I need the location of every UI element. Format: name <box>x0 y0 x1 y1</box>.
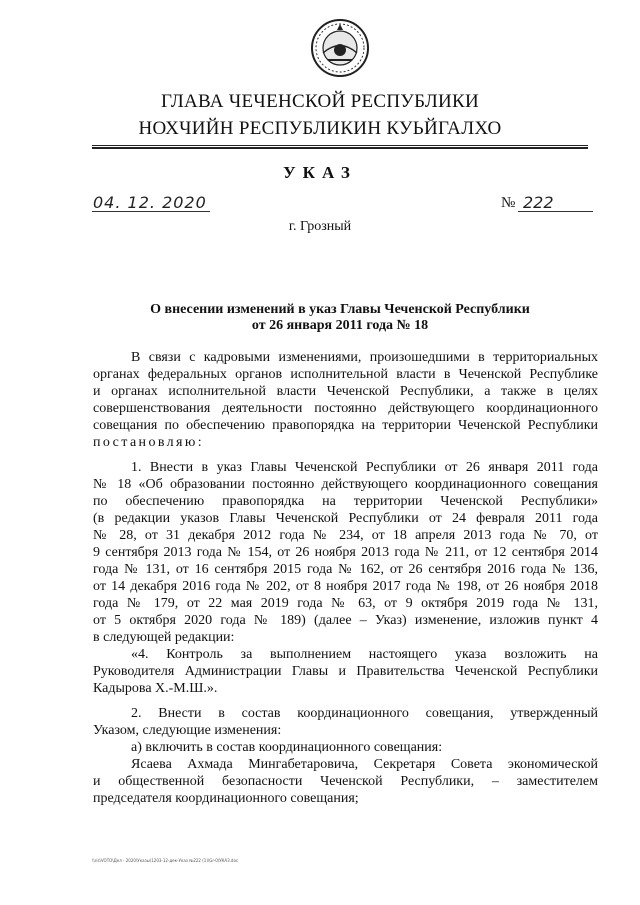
body-line: и органах исполнительной власти Чеченской Республики, а также в целях <box>93 384 598 399</box>
date-underline <box>92 211 210 212</box>
body-line: по обеспечению правопорядка на территории Чеченской Республики» <box>93 494 598 509</box>
subject-line-2: от 26 января 2011 года № 18 <box>251 318 429 333</box>
body-line: № 18 «Об образовании постоянно действующего координационного совещания <box>93 477 598 492</box>
body-line: В связи с кадровыми изменениями, произошедшими в территориальных <box>131 350 598 365</box>
document-type-title: УКАЗ <box>283 163 357 182</box>
body-line-decree-verb: постановляю: <box>93 435 205 450</box>
header-divider-double <box>92 147 588 149</box>
body-line: 1. Внести в указ Главы Чеченской Республики от 26 января 2011 года <box>131 460 598 475</box>
body-line: совершенствования деятельности постоянно действующего координационного <box>93 401 598 416</box>
document-date: 04. 12. 2020 <box>93 193 207 212</box>
body-line: и общественной безопасности Чеченской Республики, – заместителем <box>93 774 598 789</box>
body-line: Указом, следующие изменения: <box>93 723 282 738</box>
document-subject <box>100 302 580 334</box>
subject-line-1: О внесении изменений в указ Главы Чеченской Республики <box>150 302 530 317</box>
body-line: председателя координационного совещания; <box>93 791 359 806</box>
issuer-title-ce: НОХЧИЙН РЕСПУБЛИКИН КУЬЙГАЛХО <box>138 118 502 139</box>
body-line: Ясаева Ахмада Мингабетаровича, Секретаря Совета экономической <box>131 757 598 772</box>
body-line: органах федеральных органов исполнительной власти в Чеченской Республике <box>93 367 598 382</box>
body-line: от 14 декабря 2016 года № 202, от 8 ноября 2017 года № 198, от 26 ноября 2018 <box>93 579 598 594</box>
body-line: от 5 октября 2020 года № 189) (далее – Указ) изменение, изложив пункт 4 <box>93 613 598 628</box>
body-line: Руководителя Администрации Главы и Правительства Чеченской Республики <box>93 664 598 679</box>
body-line: года № 131, от 16 сентября 2015 года № 162, от 26 сентября 2016 года № 136, <box>93 562 598 577</box>
body-line: (в редакции указов Главы Чеченской Республики от 24 февраля 2011 года <box>93 511 598 526</box>
body-line: а) включить в состав координационного совещания: <box>131 740 443 755</box>
body-line: Кадырова Х.-М.Ш.». <box>93 681 218 696</box>
file-path-footer: \\ris\VOTO\Дел - 2020\Указы\1203-12-дек-Указ №222 (1)\Gr-0\УКАЗ.doc <box>92 858 239 863</box>
city-label: г. Грозный <box>288 219 352 234</box>
body-line: года № 179, от 22 мая 2019 года № 63, от 9 октября 2019 года № 131, <box>93 596 598 611</box>
body-line: № 28, от 31 декабря 2012 года № 234, от 18 апреля 2013 года № 70, от <box>93 528 598 543</box>
body-line: в следующей редакции: <box>93 630 235 645</box>
body-line: 2. Внести в состав координационного совещания, утвержденный <box>131 706 598 721</box>
number-underline <box>518 211 593 212</box>
coat-of-arms-emblem <box>310 18 370 78</box>
body-line: 9 сентября 2013 года № 154, от 26 ноября 2013 года № 211, от 12 сентября 2014 <box>93 545 598 560</box>
header-divider <box>92 145 588 146</box>
body-line: совещания по обеспечению правопорядка на территории Чеченской Республики <box>93 418 598 433</box>
body-line: «4. Контроль за выполнением настоящего указа возложить на <box>131 647 598 662</box>
issuer-title-ru: ГЛАВА ЧЕЧЕНСКОЙ РЕСПУБЛИКИ <box>160 91 480 112</box>
document-number: 222 <box>523 193 554 212</box>
number-label: № <box>501 195 516 211</box>
